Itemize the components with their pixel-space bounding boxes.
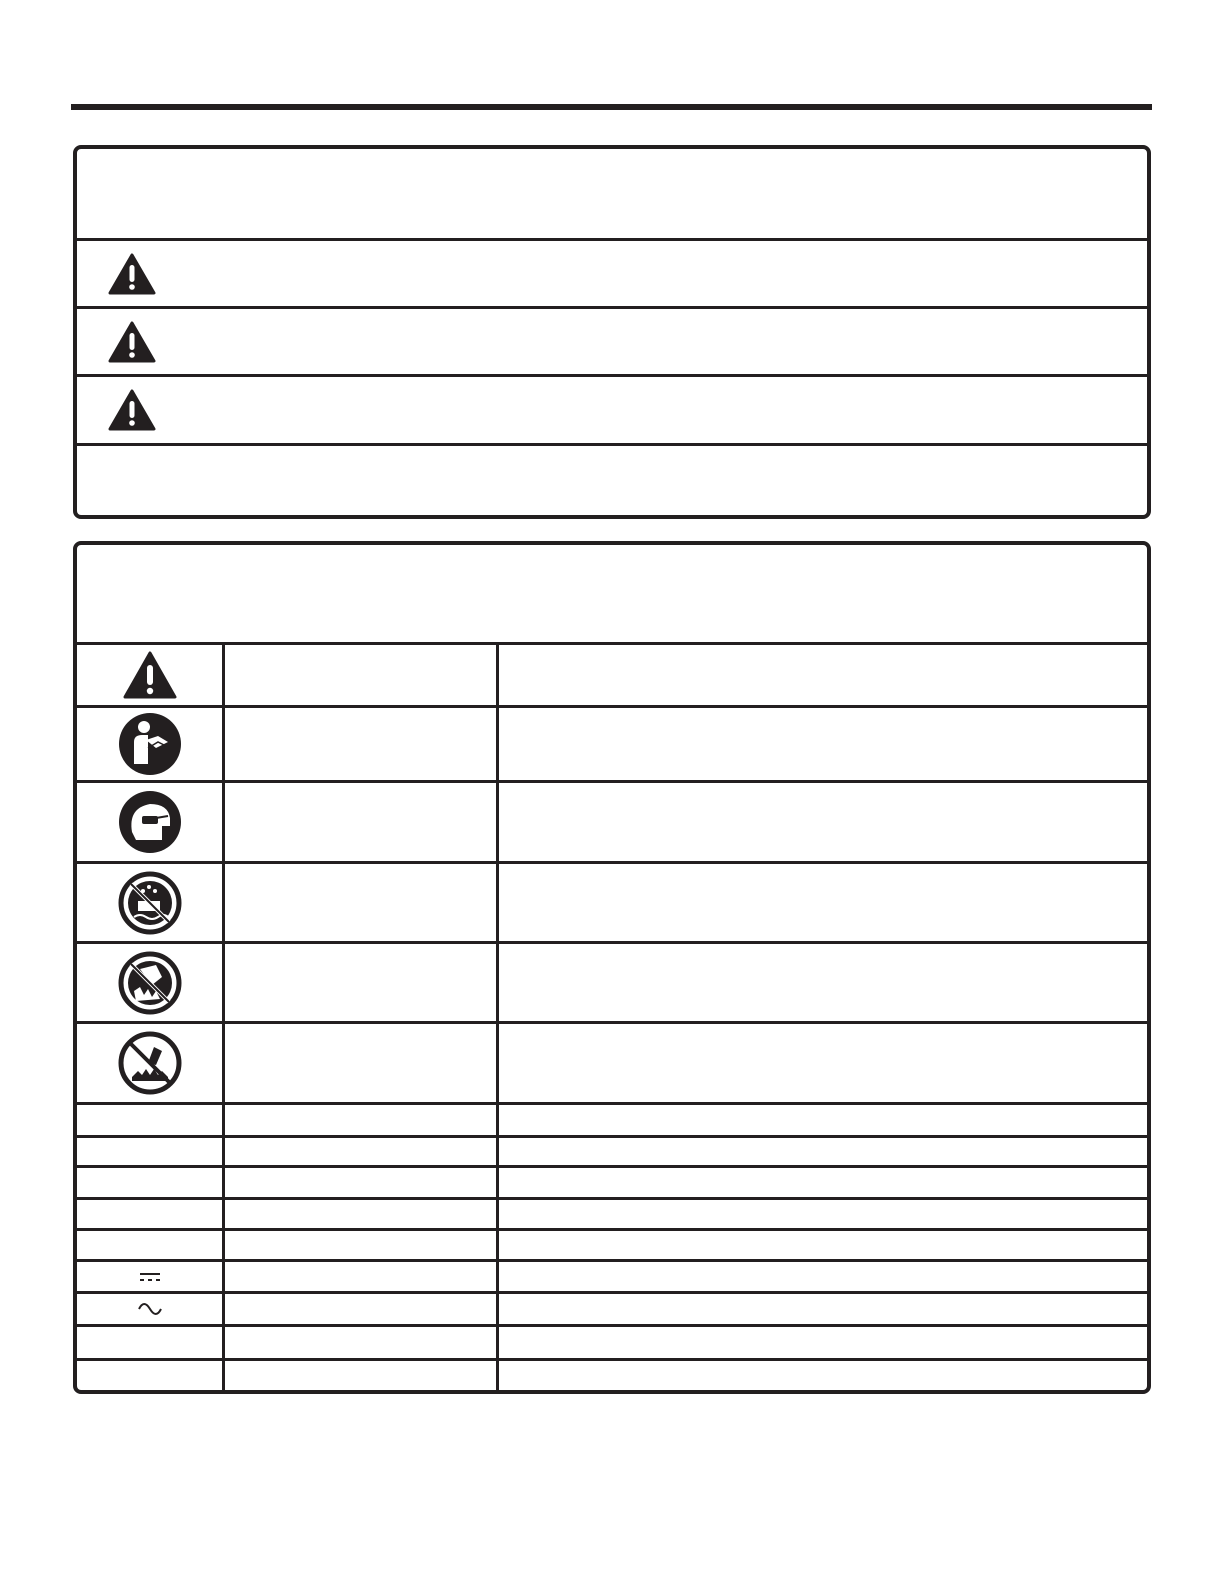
table-row (77, 1324, 1147, 1359)
table-row (77, 1135, 1147, 1166)
signal-words-box (73, 145, 1151, 519)
table-row (77, 941, 1147, 1021)
table-row (77, 861, 1147, 941)
table-row (77, 1259, 1147, 1292)
signal-row-caution (77, 374, 1147, 443)
signal-row-note (77, 443, 1147, 519)
direct-current-icon (139, 1272, 161, 1282)
eye-protection-icon (118, 790, 182, 854)
wet-conditions-alert-icon (118, 871, 182, 935)
table-row (77, 1291, 1147, 1324)
symbols-table-box (73, 541, 1151, 1394)
table-row (77, 1102, 1147, 1135)
warning-triangle-icon (108, 389, 156, 431)
table-row (77, 1358, 1147, 1394)
table-row (77, 1197, 1147, 1229)
table-row (77, 780, 1147, 861)
signal-row-warning (77, 306, 1147, 374)
table-row (77, 1021, 1147, 1102)
warning-triangle-icon (108, 253, 156, 295)
table-row (77, 1165, 1147, 1198)
safety-alert-icon (122, 650, 178, 700)
alternating-current-icon (137, 1300, 163, 1318)
signal-row-danger (77, 238, 1147, 306)
table-row (77, 1228, 1147, 1260)
table-row (77, 705, 1147, 780)
do-not-touch-hot-parts-icon (118, 951, 182, 1015)
warning-triangle-icon (108, 321, 156, 363)
do-not-place-on-flammable-icon (118, 1031, 182, 1095)
table-row (77, 642, 1147, 705)
top-rule (71, 104, 1152, 110)
read-operators-manual-icon (118, 712, 182, 776)
